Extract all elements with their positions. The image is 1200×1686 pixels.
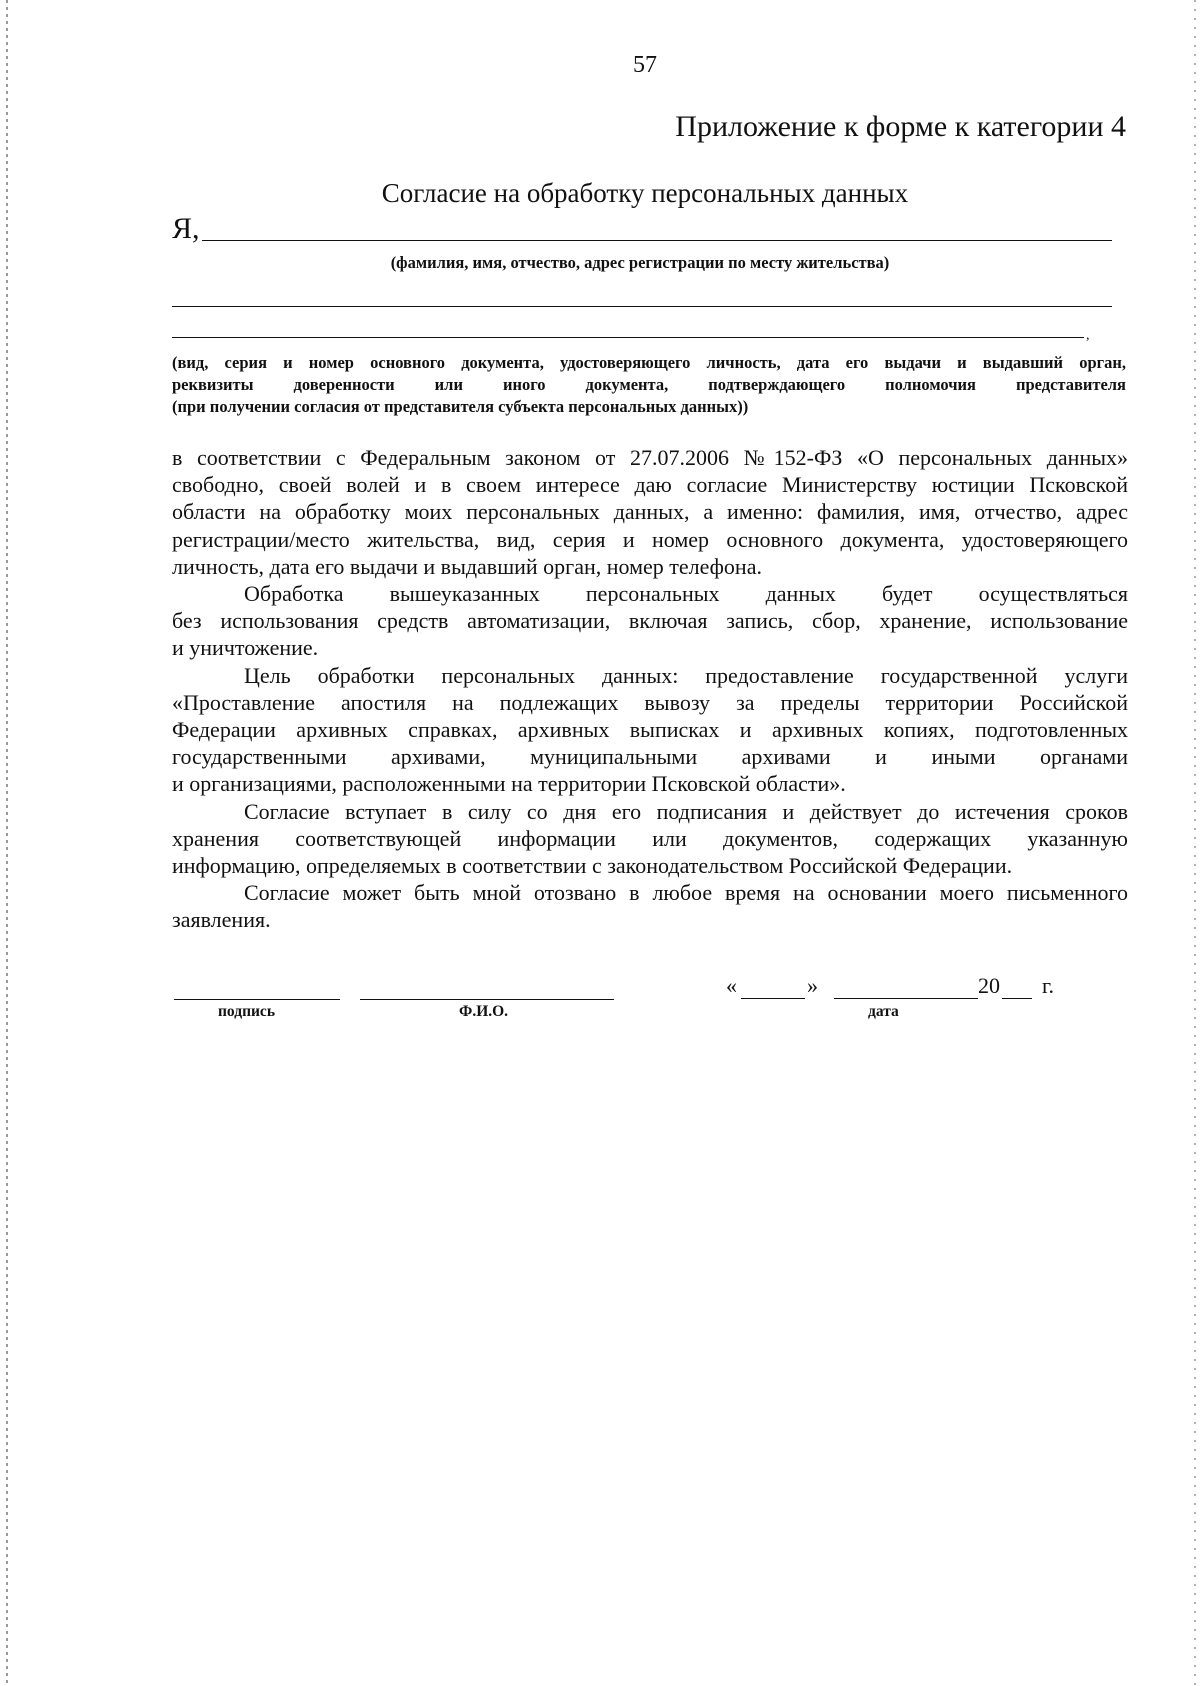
appendix-heading: Приложение к форме к категории 4 [675,110,1126,143]
text-line: хранения соответствующей информации или документов, содержащих указанную [172,825,1128,851]
document-note-line: реквизиты доверенности или иного документа, подтверждающего полномочия представителя [172,375,1126,394]
date-year-prefix: 20 [978,973,1000,998]
date-label: дата [868,1003,899,1020]
text-line: «Проставление апостиля на подлежащих вывозу за пределы территории Российской [172,689,1128,715]
consent-body [172,444,1128,934]
text-line: без использования средств автоматизации, включая запись, сбор, хранение, использование [172,608,1128,634]
date-quote-open: « [726,973,737,998]
page-number: 57 [633,52,657,78]
paragraph-processing [172,580,1128,662]
paragraph-legal-basis [172,444,1128,580]
applicant-hint: (фамилия, имя, отчество, адрес регистрации по месту жительства) [390,253,890,272]
signature-line[interactable] [174,999,340,1000]
text-line: в соответствии с Федеральным законом от 27.07.2006 №152-ФЗ «О персональных данных» [172,445,1128,470]
paragraph-purpose [172,662,1128,798]
signature-label: подпись [218,1003,276,1020]
date-quote-close: » [807,973,818,998]
text-line: информацию, определяемых в соответствии с законодательством Российской Федерации. [172,853,1013,879]
document-line-comma: , [1086,328,1090,343]
text-line: свободно, своей волей и в своем интересе даю согласие Министерству юстиции Псковской [172,472,1128,498]
applicant-prefix: Я, [172,212,200,245]
document-note [172,352,1126,418]
text-line: регистрации/место жительства, вид, серия и номер основного документа, удостоверяющего [172,526,1128,552]
text-line: личность, дата его выдачи и выдавший орган, номер телефона. [172,553,762,579]
date-year-line[interactable] [1002,998,1032,999]
paragraph-validity [172,798,1128,880]
text-line: Согласие может быть мной отозвано в любое время на основании моего письменного [244,880,1128,906]
text-line: области на обработку моих персональных данных, а именно: фамилия, имя, отчество, адрес [172,499,1128,525]
date-month-line[interactable] [834,998,978,999]
applicant-name-line[interactable] [202,240,1112,241]
text-line: Федерации архивных справках, архивных выписках и архивных копиях, подготовленных [172,717,1128,743]
paragraph-revocation [172,879,1128,933]
text-line: государственными архивами, муниципальными архивами и иными органами [172,744,1128,770]
document-note-line: (вид, серия и номер основного документа, удостоверяющего личность, дата его выдачи и выдавший орган, [172,353,1126,372]
text-line: заявления. [172,907,271,933]
document-title: Согласие на обработку персональных данных [381,178,909,208]
text-line: и организациями, расположенными на территории Псковской области». [172,771,846,797]
document-note-line: (при получении согласия от представителя субъекта персональных данных)) [172,397,749,416]
text-line: и уничтожение. [172,635,319,661]
text-line: Обработка вышеуказанных персональных данных будет осуществляться [244,581,1128,607]
full-name-line[interactable] [360,999,614,1000]
full-name-label: Ф.И.О. [459,1003,509,1020]
date-day-line[interactable] [741,998,805,999]
text-line: Согласие вступает в силу со дня его подписания и действует до истечения сроков [244,798,1128,824]
text-line: Цель обработки персональных данных: предоставление государственной услуги [244,662,1128,688]
applicant-document-line[interactable] [172,337,1084,338]
date-year-suffix: г. [1042,973,1055,998]
applicant-address-line[interactable] [172,306,1112,307]
